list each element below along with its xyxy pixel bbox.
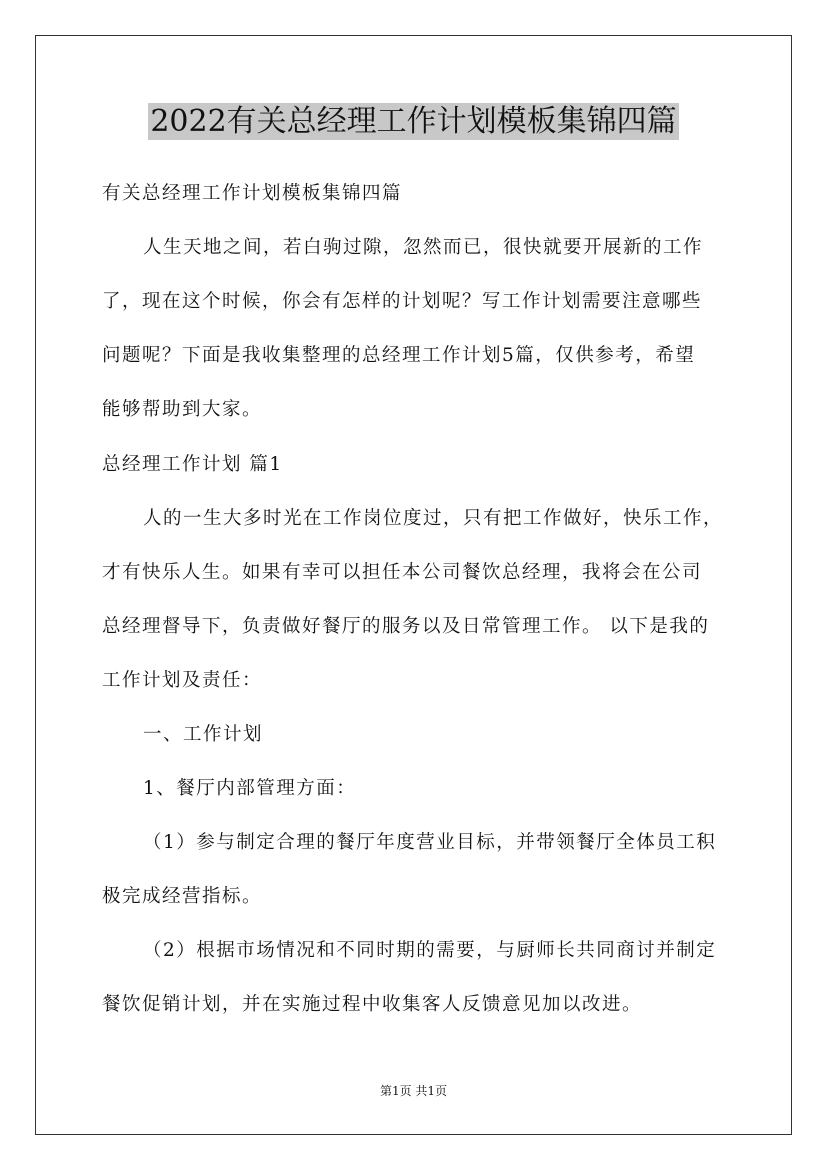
paragraph-line: 总经理督导下，负责做好餐厅的服务以及日常管理工作。 以下是我的 bbox=[102, 616, 710, 637]
subheading-line: 一、工作计划 bbox=[143, 724, 264, 745]
paragraph-line: 了，现在这个时候，你会有怎样的计划呢？写工作计划需要注意哪些 bbox=[102, 291, 703, 312]
paragraph-line: 问题呢？下面是我收集整理的总经理工作计划5篇，仅供参考，希望 bbox=[102, 345, 696, 366]
section-heading: 总经理工作计划 篇1 bbox=[102, 454, 283, 475]
list-item-line: （2）根据市场情况和不同时期的需要，与厨师长共同商讨并制定 bbox=[143, 940, 717, 961]
subheading-line: 1、餐厅内部管理方面： bbox=[143, 778, 357, 799]
page-footer: 第1页 共1页 bbox=[379, 1084, 448, 1098]
list-item-line: 极完成经营指标。 bbox=[102, 886, 263, 907]
paragraph-line: 人的一生大多时光在工作岗位度过，只有把工作做好，快乐工作， bbox=[143, 508, 724, 529]
paragraph-line: 才有快乐人生。如果有幸可以担任本公司餐饮总经理，我将会在公司 bbox=[102, 562, 703, 583]
document-title: 2022有关总经理工作计划模板集锦四篇 bbox=[150, 104, 677, 139]
paragraph-line: 工作计划及责任： bbox=[102, 670, 263, 691]
list-item-line: （1）参与制定合理的餐厅年度营业目标，并带领餐厅全体员工积 bbox=[143, 832, 717, 853]
paragraph-line: 人生天地之间，若白驹过隙，忽然而已，很快就要开展新的工作 bbox=[143, 237, 704, 258]
title-wrap bbox=[0, 103, 827, 140]
paragraph-line: 能够帮助到大家。 bbox=[102, 399, 263, 420]
list-item-line: 餐饮促销计划，并在实施过程中收集客人反馈意见加以改进。 bbox=[102, 994, 643, 1015]
subtitle-line: 有关总经理工作计划模板集锦四篇 bbox=[102, 183, 403, 204]
